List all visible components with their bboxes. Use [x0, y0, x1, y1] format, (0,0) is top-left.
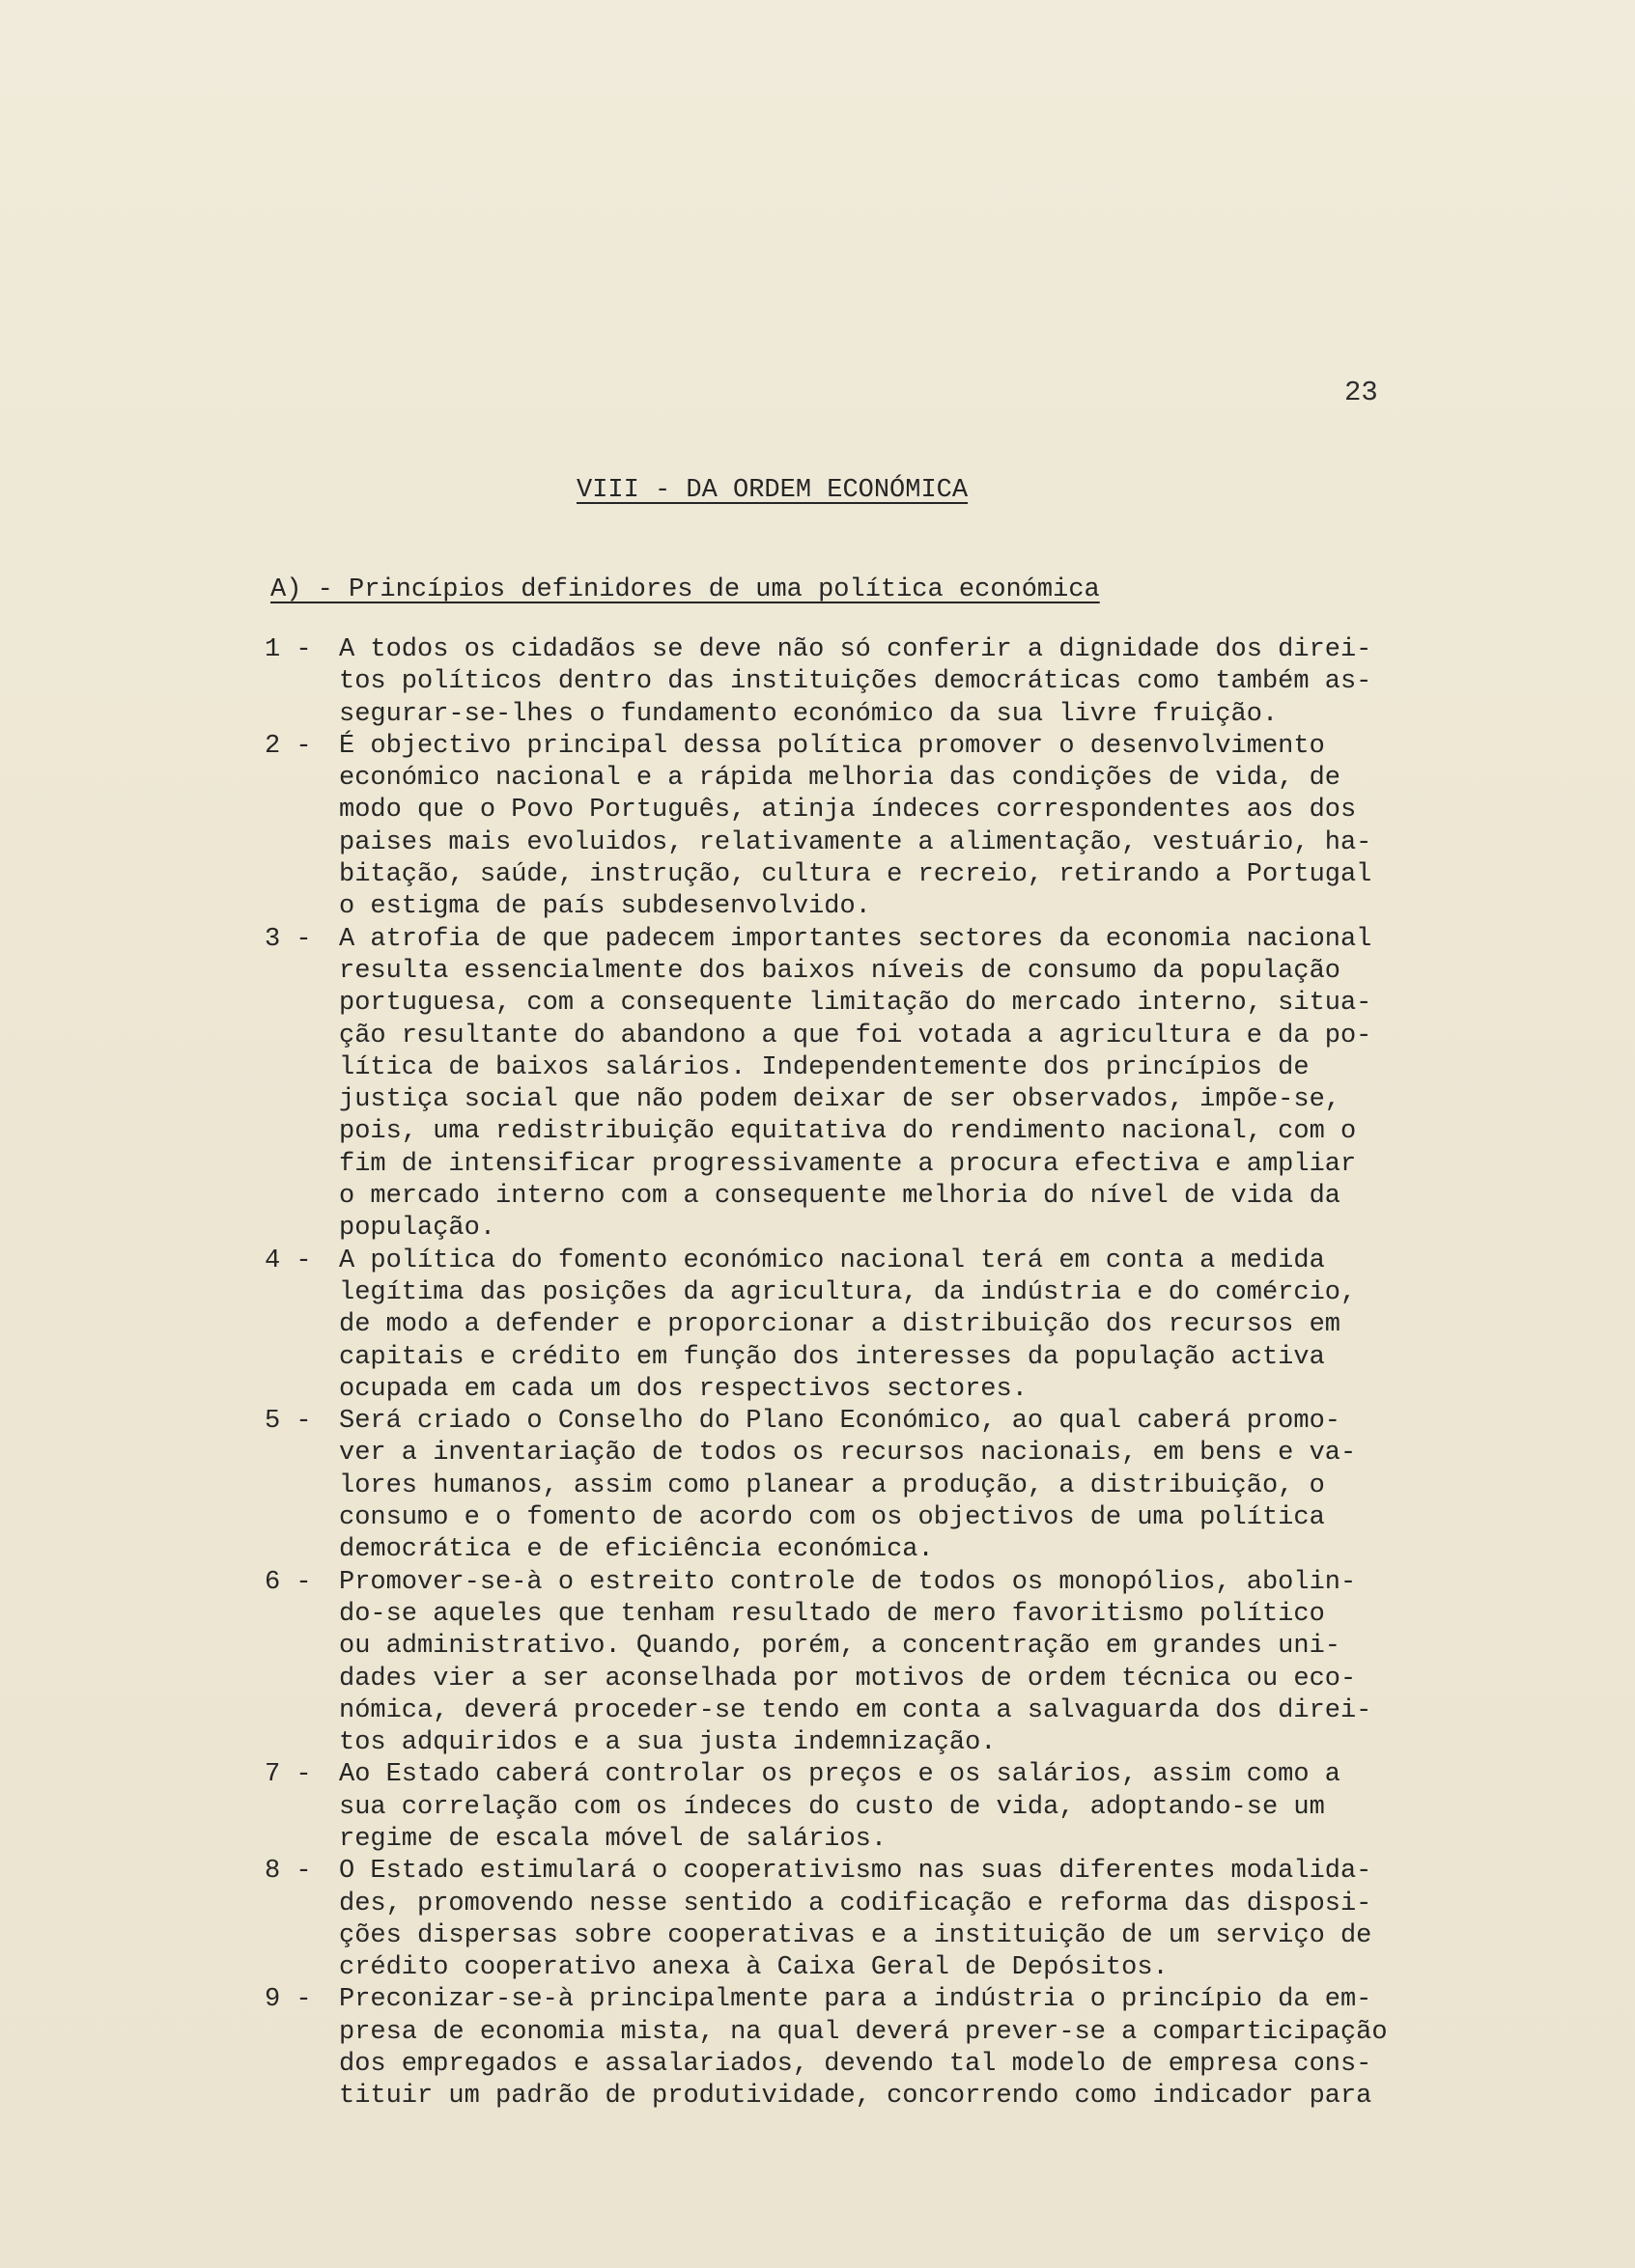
item-text-line: de modo a defender e proporcionar a distribuição dos recursos em [339, 1310, 1340, 1340]
item-number: 9 - [265, 1985, 312, 2015]
item-text-line: des, promovendo nesse sentido a codificação e reforma das disposi- [339, 1889, 1372, 1918]
list-item [265, 1406, 1481, 1566]
item-text-line: paises mais evoluidos, relativamente a alimentação, vestuário, ha- [339, 827, 1372, 857]
item-text-line: ou administrativo. Quando, porém, a concentração em grandes uni- [339, 1632, 1340, 1662]
item-number: 8 - [265, 1857, 312, 1887]
item-number: 4 - [265, 1246, 312, 1275]
item-text-line: nómica, deverá proceder-se tendo em conta a salvaguarda dos direi- [339, 1695, 1372, 1725]
item-text-line: lítica de baixos salários. Independentemente dos princípios de [339, 1052, 1310, 1082]
item-text-line: fim de intensificar progressivamente a procura efectiva e ampliar [339, 1149, 1357, 1179]
item-number: 1 - [265, 635, 312, 664]
item-text-line: tos políticos dentro das instituições democráticas como também as- [339, 667, 1372, 697]
item-text-line: justiça social que não podem deixar de ser observados, impõe-se, [339, 1085, 1340, 1115]
item-text-line: tos adquiridos e a sua justa indemnização. [339, 1728, 997, 1758]
numbered-items-list [265, 634, 1481, 2114]
item-text-line: ção resultante do abandono a que foi votada a agricultura e da po- [339, 1021, 1372, 1050]
item-text-line: bitação, saúde, instrução, cultura e recreio, retirando a Portugal [339, 860, 1372, 890]
item-text-line: O Estado estimulará o cooperativismo nas suas diferentes modalida- [339, 1857, 1372, 1887]
item-number: 7 - [265, 1760, 312, 1790]
item-text-line: ocupada em cada um dos respectivos sectores. [339, 1374, 1028, 1404]
item-text-line: A atrofia de que padecem importantes sectores da economia nacional [339, 924, 1372, 954]
item-text-line: o mercado interno com a consequente melhoria do nível de vida da [339, 1182, 1340, 1212]
item-text-line: dades vier a ser aconselhada por motivos de ordem técnica ou eco- [339, 1664, 1357, 1694]
item-text-line: regime de escala móvel de salários. [339, 1824, 888, 1854]
item-text-line: Promover-se-à o estreito controle de todos os monopólios, abolin- [339, 1567, 1357, 1597]
item-text-line: portuguesa, com a consequente limitação do mercado interno, situa- [339, 989, 1372, 1019]
item-number: 5 - [265, 1407, 312, 1437]
item-text-line: ver a inventariação de todos os recursos nacionais, em bens e va- [339, 1439, 1357, 1469]
list-item [265, 1856, 1481, 1984]
item-text-line: legítima das posições da agricultura, da indústria e do comércio, [339, 1277, 1357, 1307]
list-item [265, 1567, 1481, 1760]
item-text-line: o estigma de país subdesenvolvido. [339, 892, 871, 922]
item-text-line: consumo e o fomento de acordo com os objectivos de uma política [339, 1503, 1325, 1533]
page-number: 23 [1344, 377, 1378, 408]
item-text-line: ções dispersas sobre cooperativas e a instituição de um serviço de [339, 1920, 1372, 1950]
item-text-line: modo que o Povo Português, atinja índeces correspondentes aos dos [339, 796, 1357, 826]
item-text-line: É objectivo principal dessa política promover o desenvolvimento [339, 731, 1325, 761]
item-text-line: tituir um padrão de produtividade, concorrendo como indicador para [339, 2082, 1372, 2112]
item-text-line: económico nacional e a rápida melhoria das condições de vida, de [339, 764, 1340, 794]
list-item [265, 1984, 1481, 2113]
item-text-line: A política do fomento económico nacional terá em conta a medida [339, 1246, 1325, 1275]
list-item [265, 924, 1481, 1246]
item-text-line: resulta essencialmente dos baixos níveis de consumo da população [339, 956, 1340, 986]
item-text-line: democrática e de eficiência económica. [339, 1535, 934, 1565]
item-text-line: pois, uma redistribuição equitativa do rendimento nacional, com o [339, 1117, 1357, 1147]
item-text-line: do-se aqueles que tenham resultado de mero favoritismo político [339, 1599, 1325, 1629]
item-text-line: sua correlação com os índeces do custo de vida, adoptando-se um [339, 1792, 1325, 1822]
list-item [265, 731, 1481, 924]
item-text-line: dos empregados e assalariados, devendo tal modelo de empresa cons- [339, 2050, 1372, 2080]
item-number: 3 - [265, 924, 312, 954]
item-text-line: população. [339, 1214, 496, 1244]
list-item [265, 1759, 1481, 1856]
chapter-title: VIII - DA ORDEM ECONÓMICA [577, 476, 969, 505]
item-number: 6 - [265, 1567, 312, 1597]
item-text-line: segurar-se-lhes o fundamento económico da sua livre fruição. [339, 699, 1279, 729]
item-text-line: A todos os cidadãos se deve não só conferir a dignidade dos direi- [339, 635, 1372, 664]
list-item [265, 634, 1481, 731]
item-text-line: presa de economia mista, na qual deverá prever-se a comparticipação [339, 2017, 1388, 2047]
item-text-line: lores humanos, assim como planear a produção, a distribuição, o [339, 1470, 1325, 1500]
item-text-line: Preconizar-se-à principalmente para a indústria o princípio da em- [339, 1985, 1372, 2015]
item-number: 2 - [265, 731, 312, 761]
item-text-line: crédito cooperativo anexa à Caixa Geral de Depósitos. [339, 1953, 1169, 1983]
list-item [265, 1246, 1481, 1406]
item-text-line: Será criado o Conselho do Plano Económico, ao qual caberá promo- [339, 1407, 1340, 1437]
item-text-line: capitais e crédito em função dos interesses da população activa [339, 1342, 1325, 1372]
section-heading: A) - Princípios definidores de uma política económica [270, 575, 1100, 604]
item-text-line: Ao Estado caberá controlar os preços e os salários, assim como a [339, 1760, 1340, 1790]
